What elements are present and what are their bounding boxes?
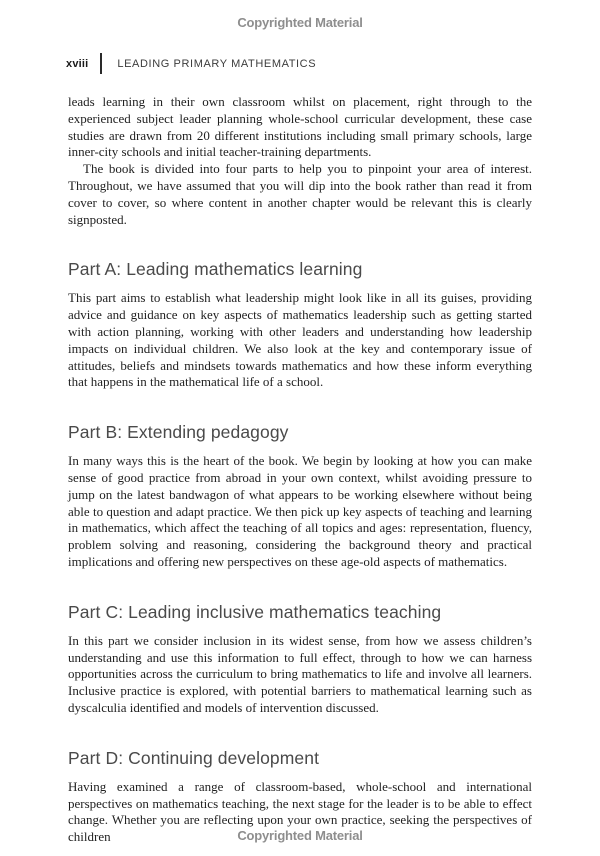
section-heading: Part B: Extending pedagogy [68, 422, 289, 443]
section-heading: Part C: Leading inclusive mathematics teaching [68, 601, 442, 622]
section-heading: Part D: Continuing development [68, 747, 320, 768]
section-part-a [68, 259, 532, 391]
section-part-c [68, 602, 532, 717]
intro-paragraph: leads learning in their own classroom whilst on placement, right through to the experienced subject leader planning whole-school curricular development, these case studies are drawn from 20 different institutions including small primary schools, large inner-city schools and initial teacher-training departments. [68, 94, 532, 160]
section-heading: Part A: Leading mathematics learning [68, 259, 363, 280]
running-head-title: LEADING PRIMARY MATHEMATICS [117, 57, 317, 70]
section-paragraph: Having examined a range of classroom-based, whole-school and international perspectives on mathematics teaching, the next stage for the leader is to be able to effect change. Whether you are reflecting upon your own practice, seeking the perspectives of children [68, 778, 532, 845]
copyright-notice-top: Copyrighted Material [237, 15, 363, 30]
page-header [66, 53, 532, 74]
header-divider [100, 53, 102, 74]
copyright-notice-bottom: Copyrighted Material [237, 828, 363, 843]
page-number: xviii [66, 57, 89, 70]
section-part-b [68, 422, 532, 571]
section-paragraph: This part aims to establish what leadership might look like in all its guises, providing advice and guidance on key aspects of mathematics leadership such as getting started with action planning, working with other leaders and understanding how leadership impacts on individual children. We also look at the key and contemporary issue of attitudes, beliefs and mindsets towards mathematics and how these inform everything that happens in the mathematical life of a school. [68, 290, 532, 390]
section-paragraph: In many ways this is the heart of the book. We begin by looking at how you can make sense of good practice from abroad in your own context, whilst avoiding pressure to jump on the latest bandwagon of what appears to be working elsewhere without being able to question and adapt practice. We then pick up key aspects of teaching and learning in mathematics, which affect the teaching of all topics and ages: representation, fluency, problem solving and reasoning, considering the background theory and practical implications and offering new perspectives on these age-old aspects of mathematics. [68, 453, 532, 569]
page-body [68, 94, 532, 846]
intro-paragraph: The book is divided into four parts to help you to pinpoint your area of interest. Throughout, we have assumed that you will dip into the book rather than read it from cover to cover, so where content in another chapter would be relevant this is clearly signposted. [68, 161, 532, 227]
section-paragraph: In this part we consider inclusion in its widest sense, from how we assess children’s understanding and use this information to full effect, through to how we can harness opportunities across the curriculum to bring mathematics to life and involve all learners. Inclusive practice is explored, with potential barriers to mathematical learning such as dyscalculia identified and models of intervention discussed. [68, 632, 532, 715]
